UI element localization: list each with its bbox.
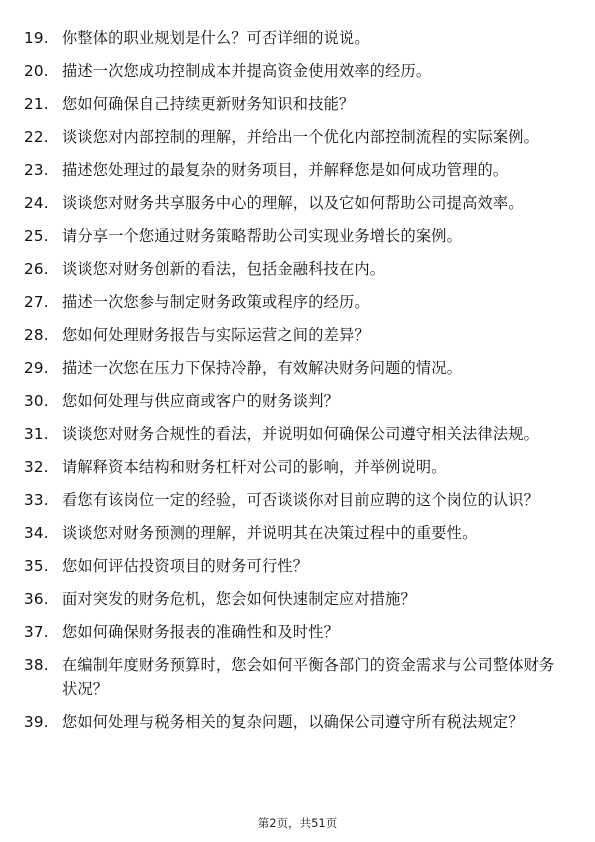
question-item [24,653,569,701]
question-text: 谈谈您对财务合规性的看法，并说明如何确保公司遵守相关法律法规。 [62,425,540,443]
question-text: 谈谈您对内部控制的理解，并给出一个优化内部控制流程的实际案例。 [62,128,540,146]
question-text: 谈谈您对财务预测的理解，并说明其在决策过程中的重要性。 [62,524,478,542]
question-text: 描述一次您成功控制成本并提高资金使用效率的经历。 [62,62,432,80]
question-number: 19. [24,29,49,47]
question-text: 您如何确保财务报表的准确性和及时性？ [62,623,339,641]
question-number: 25. [24,227,49,245]
question-number: 20. [24,62,49,80]
question-number: 38. [24,656,49,674]
question-text: 您如何处理财务报告与实际运营之间的差异？ [62,326,370,344]
question-list [24,26,569,743]
question-number: 29. [24,359,49,377]
question-number: 23. [24,161,49,179]
question-number: 39. [24,713,49,731]
question-number: 26. [24,260,49,278]
question-number: 21. [24,95,49,113]
question-item [24,26,569,50]
question-item [24,620,569,644]
question-text: 您如何处理与供应商或客户的财务谈判？ [62,392,339,410]
question-item [24,191,569,215]
question-number: 22. [24,128,49,146]
question-item [24,488,569,512]
question-number: 36. [24,590,49,608]
question-number: 24. [24,194,49,212]
question-text: 请解释资本结构和财务杠杆对公司的影响，并举例说明。 [62,458,447,476]
question-item [24,422,569,446]
question-item [24,257,569,281]
question-number: 28. [24,326,49,344]
question-item [24,290,569,314]
question-item [24,158,569,182]
question-text: 您如何确保自己持续更新财务知识和技能？ [62,95,355,113]
question-item [24,59,569,83]
question-text: 在编制年度财务预算时，您会如何平衡各部门的资金需求与公司整体财务状况？ [62,656,555,698]
question-number: 30. [24,392,49,410]
question-text: 看您有该岗位一定的经验，可否谈谈你对目前应聘的这个岗位的认识？ [62,491,540,509]
question-item [24,92,569,116]
question-text: 描述一次您参与制定财务政策或程序的经历。 [62,293,370,311]
question-item [24,125,569,149]
question-number: 27. [24,293,49,311]
page-footer: 第2页，共51页 [257,816,338,830]
question-item [24,587,569,611]
question-text: 请分享一个您通过财务策略帮助公司实现业务增长的案例。 [62,227,463,245]
question-text: 谈谈您对财务创新的看法，包括金融科技在内。 [62,260,386,278]
question-item [24,521,569,545]
question-item [24,554,569,578]
question-text: 面对突发的财务危机，您会如何快速制定应对措施？ [62,590,416,608]
question-item [24,389,569,413]
question-number: 37. [24,623,49,641]
question-text: 谈谈您对财务共享服务中心的理解，以及它如何帮助公司提高效率。 [62,194,524,212]
question-item [24,455,569,479]
question-number: 34. [24,524,49,542]
question-text: 您如何评估投资项目的财务可行性？ [62,557,309,575]
question-item [24,710,569,734]
question-text: 描述您处理过的最复杂的财务项目，并解释您是如何成功管理的。 [62,161,509,179]
question-item [24,224,569,248]
question-text: 你整体的职业规划是什么？可否详细的说说。 [62,29,370,47]
question-text: 描述一次您在压力下保持冷静，有效解决财务问题的情况。 [62,359,463,377]
question-number: 32. [24,458,49,476]
question-item [24,323,569,347]
question-number: 33. [24,491,49,509]
question-number: 35. [24,557,49,575]
question-item [24,356,569,380]
question-number: 31. [24,425,49,443]
question-text: 您如何处理与税务相关的复杂问题，以确保公司遵守所有税法规定？ [62,713,524,731]
